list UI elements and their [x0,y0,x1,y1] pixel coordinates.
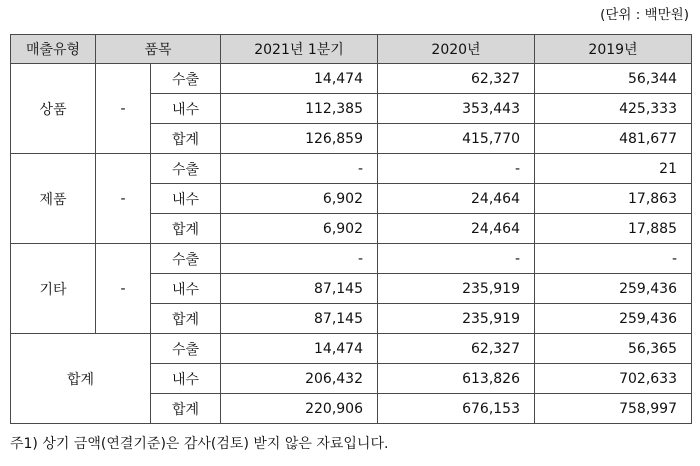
value-2021q1-cell: - [221,154,378,184]
value-2019-cell: - [535,244,692,274]
sub-label-cell: 내수 [151,364,221,394]
header-sales-type: 매출유형 [11,35,96,64]
value-2021q1-cell: 14,474 [221,334,378,364]
sub-label-cell: 합계 [151,124,221,154]
value-2021q1-cell: 14,474 [221,64,378,94]
value-2020-cell: 62,327 [378,64,535,94]
item-cell: - [96,154,151,244]
sub-label-cell: 수출 [151,244,221,274]
value-2020-cell: - [378,244,535,274]
value-2021q1-cell: 87,145 [221,304,378,334]
value-2021q1-cell: 112,385 [221,94,378,124]
value-2019-cell: 21 [535,154,692,184]
item-cell: - [96,244,151,334]
value-2021q1-cell: 126,859 [221,124,378,154]
value-2019-cell: 425,333 [535,94,692,124]
value-2019-cell: 56,365 [535,334,692,364]
header-item: 품목 [96,35,221,64]
value-2020-cell: 235,919 [378,304,535,334]
value-2020-cell: 613,826 [378,364,535,394]
value-2019-cell: 481,677 [535,124,692,154]
value-2020-cell: 235,919 [378,274,535,304]
value-2019-cell: 758,997 [535,394,692,424]
value-2020-cell: 62,327 [378,334,535,364]
sub-label-cell: 합계 [151,214,221,244]
value-2021q1-cell: - [221,244,378,274]
sub-label-cell: 내수 [151,184,221,214]
value-2021q1-cell: 6,902 [221,214,378,244]
sales-type-cell: 기타 [11,244,96,334]
sub-label-cell: 수출 [151,154,221,184]
value-2019-cell: 259,436 [535,274,692,304]
header-2019: 2019년 [535,35,692,64]
table-row [11,154,692,184]
value-2020-cell: 415,770 [378,124,535,154]
value-2019-cell: 56,344 [535,64,692,94]
sub-label-cell: 수출 [151,334,221,364]
value-2020-cell: - [378,154,535,184]
sales-type-cell: 상품 [11,64,96,154]
value-2019-cell: 17,863 [535,184,692,214]
table-row [11,334,692,364]
value-2019-cell: 17,885 [535,214,692,244]
header-2021q1: 2021년 1분기 [221,35,378,64]
sales-type-cell: 제품 [11,154,96,244]
value-2020-cell: 353,443 [378,94,535,124]
unit-note: (단위 : 백만원) [600,7,689,23]
value-2020-cell: 24,464 [378,214,535,244]
value-2021q1-cell: 6,902 [221,184,378,214]
sub-label-cell: 합계 [151,304,221,334]
value-2021q1-cell: 87,145 [221,274,378,304]
table-row [11,64,692,94]
sub-label-cell: 수출 [151,64,221,94]
table-row [11,244,692,274]
sub-label-cell: 내수 [151,94,221,124]
value-2019-cell: 702,633 [535,364,692,394]
footnote: 주1) 상기 금액(연결기준)은 감사(검토) 받지 않은 자료입니다. [10,436,389,452]
sub-label-cell: 내수 [151,274,221,304]
value-2020-cell: 24,464 [378,184,535,214]
revenue-table [10,34,692,424]
total-label-cell: 합계 [11,334,151,424]
value-2021q1-cell: 206,432 [221,364,378,394]
header-2020: 2020년 [378,35,535,64]
value-2020-cell: 676,153 [378,394,535,424]
sub-label-cell: 합계 [151,394,221,424]
header-row [11,35,692,64]
item-cell: - [96,64,151,154]
value-2019-cell: 259,436 [535,304,692,334]
value-2021q1-cell: 220,906 [221,394,378,424]
